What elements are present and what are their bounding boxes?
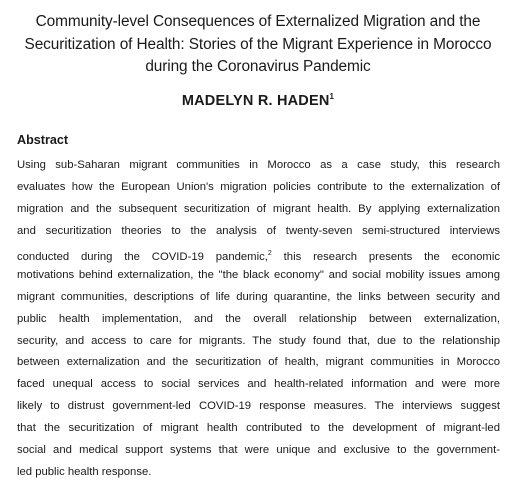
paper-title xyxy=(10,11,506,79)
abstract-line: Using sub-Saharan migrant communities in Morocco as a case study, this research xyxy=(17,159,500,171)
abstract-line xyxy=(17,243,500,265)
abstract-line: social and medical support systems that were unique and exclusive to the government- xyxy=(17,444,500,457)
abstract-heading: Abstract xyxy=(17,133,69,147)
author-footnote-mark: 1 xyxy=(329,92,335,101)
abstract-line: security, and access to care for migrants. The study found that, due to the relationship xyxy=(17,334,500,347)
abstract-line-text: motivations behind externalization, the " xyxy=(17,268,223,281)
abstract-line: led public health response. xyxy=(17,466,152,479)
author-name-text: MADELYN R. HADEN xyxy=(181,93,330,109)
abstract-line-text: " and social mobility issues among xyxy=(319,268,500,281)
footnote-mark: 2 xyxy=(267,249,272,257)
abstract-line: likely to distrust government-led COVID-19 response measures. The interviews suggest xyxy=(17,400,500,413)
title-line: Securitization of Health: Stories of the Migrant Experience in Morocco xyxy=(24,35,492,53)
abstract-line: and securitization theories to the analysis of twenty-seven semi-structured interviews xyxy=(17,224,500,237)
author-name xyxy=(0,92,516,109)
abstract-line-text: conducted during the COVID-19 pandemic, xyxy=(17,250,268,263)
title-line: during the Coronavirus Pandemic xyxy=(145,58,371,75)
abstract-line: evaluates how the European Union's migration policies contribute to the externalization of xyxy=(17,180,500,193)
abstract-line: migrant communities, descriptions of life during quarantine, the links between security and xyxy=(17,290,500,303)
abstract-line-text: the black economy xyxy=(222,268,320,281)
abstract-body xyxy=(17,155,500,484)
abstract-line: that the securitization of migrant health contributed to the development of migrant-led xyxy=(17,422,500,435)
abstract-line-text: this research presents the economic xyxy=(283,250,500,263)
abstract-line: faced unequal access to social services and health-related information and were more xyxy=(17,378,500,391)
title-line: Community-level Consequences of Externalized Migration and the xyxy=(35,13,481,30)
abstract-line xyxy=(17,265,500,287)
abstract-line: migration and the subsequent securitization of migrant health. By applying externalization xyxy=(17,202,500,215)
abstract-line: public health implementation, and the overall relationship between externalization, xyxy=(17,312,500,325)
abstract-line: between externalization and the securitization of health, migrant communities in Morocco xyxy=(17,356,500,369)
